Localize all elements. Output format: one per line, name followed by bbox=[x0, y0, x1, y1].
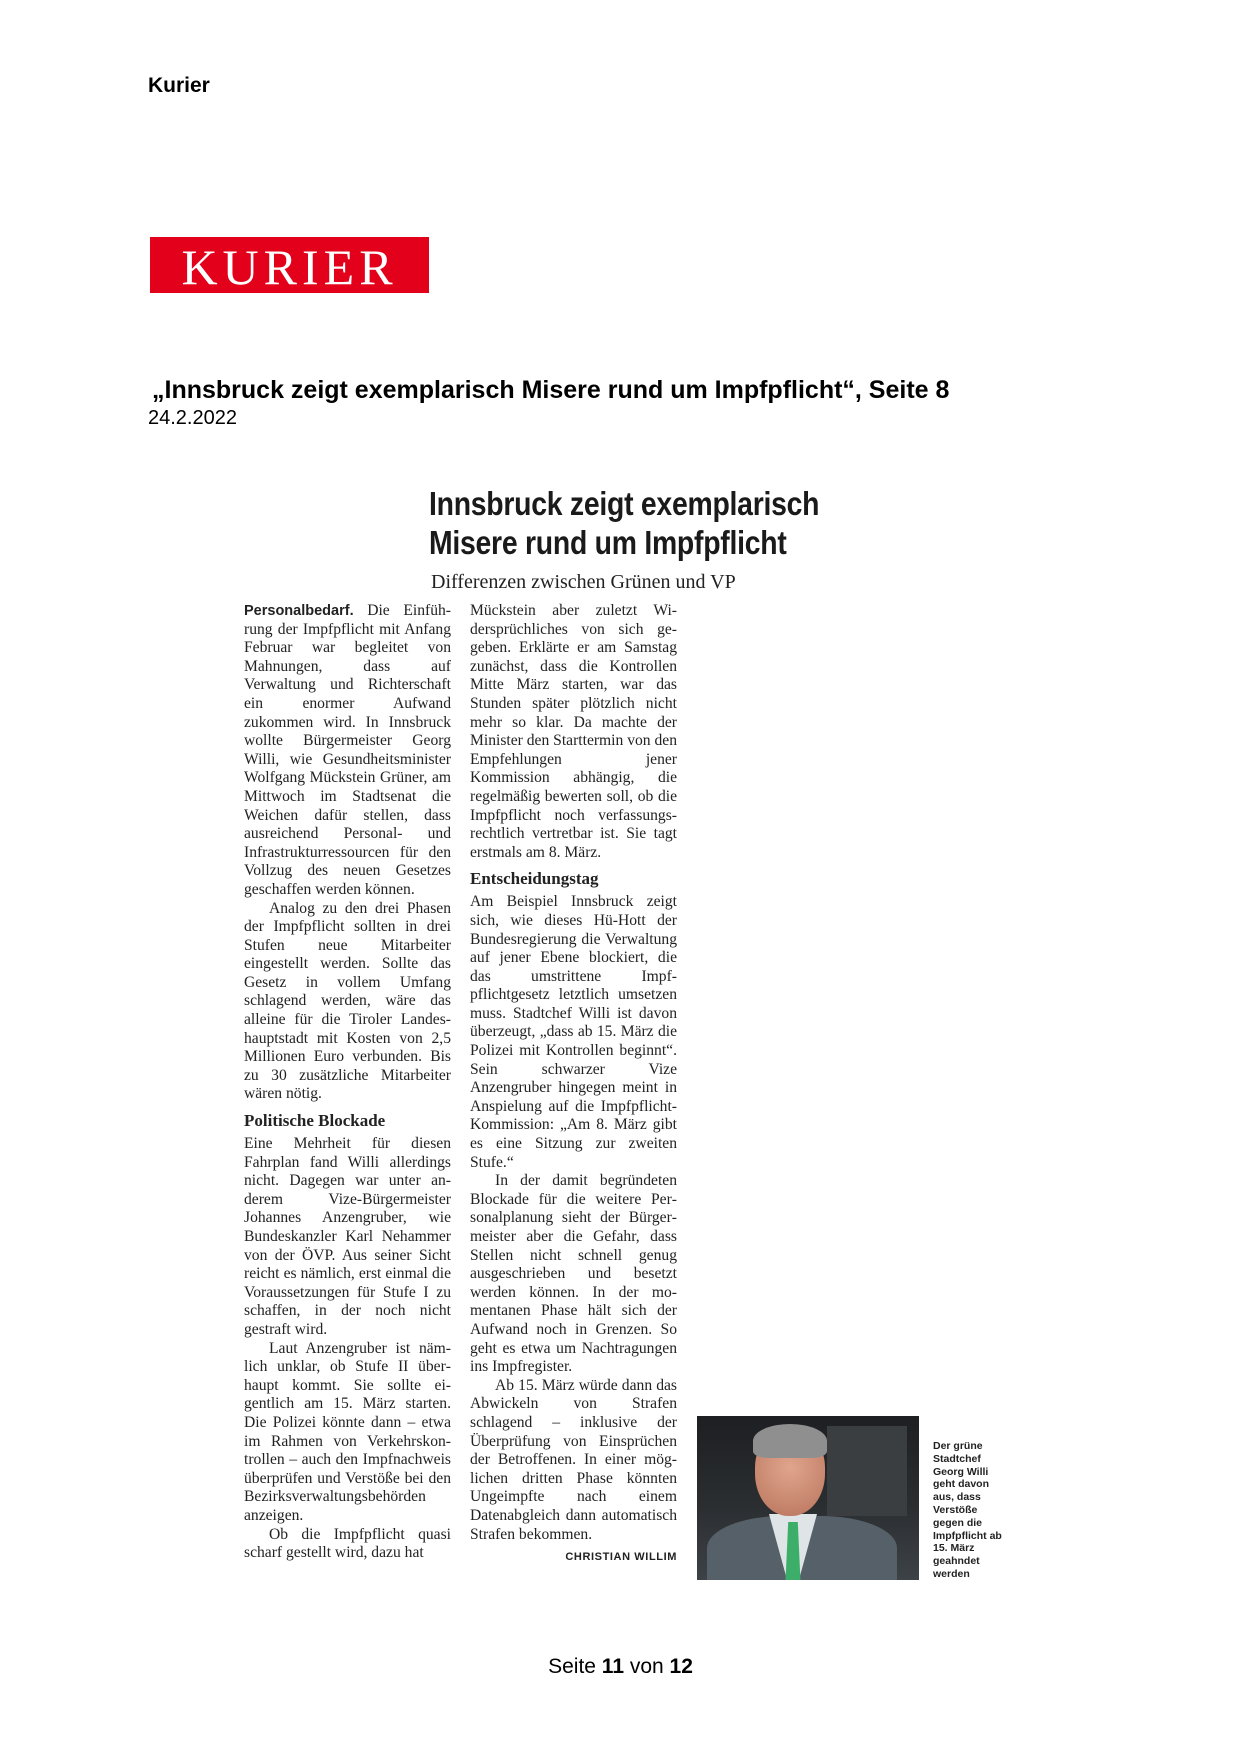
paragraph: In der damit begründeten Blockade für die weitere Personalplanung sieht der Bürgermeister aber die Gefahr, dass Stellen nicht schnell genug ausgeschrieben und besetzt werden können. In der momentanen Phase hält sich der Aufwand noch in Grenzen. So geht es etwa um Nachtragungen ins Impfregister. bbox=[470, 1172, 677, 1376]
article-headline bbox=[429, 484, 819, 562]
photo-hair bbox=[753, 1424, 827, 1458]
current-page: 11 bbox=[601, 1655, 624, 1678]
source-label: Kurier bbox=[148, 74, 210, 97]
page-separator: von bbox=[624, 1655, 670, 1678]
page-number bbox=[0, 1655, 1241, 1679]
logo-text: KURIER bbox=[181, 239, 398, 295]
headline-line-2: Misere rund um Impfpflicht bbox=[429, 524, 787, 561]
article-column-1 bbox=[244, 602, 451, 1563]
paragraph: Ob die Impfpflicht quasi scharf gestellt wird, dazu hat bbox=[244, 1525, 451, 1562]
section-heading: Politische Blockade bbox=[244, 1111, 386, 1131]
section-heading: Entscheidungstag bbox=[470, 869, 599, 889]
page-prefix: Seite bbox=[548, 1655, 602, 1678]
lead-label: Personalbedarf. bbox=[244, 603, 354, 619]
photo-background bbox=[827, 1426, 907, 1516]
paragraph-text: Die Einführung der Impfpflicht mit Anfang Februar war begleitet von Mahnungen, dass auf Verwaltung und Richterschaft ein enormer Aufwand zukommen wird. In Innsbruck wollte Bürgermeister Georg Willi, wie Gesundheitsminister Wolfgang Mückstein Grüner, am Mittwoch im Stadtsenat die Weichen dafür stellen, dass ausreichend Personal- und Infrastrukturressourcen für den Vollzug des neuen Gesetzes geschaffen werden können. bbox=[244, 602, 451, 898]
paragraph: Laut Anzengruber ist nämlich unklar, ob Stufe II überhaupt kommt. Sie sollte eigentlich am 15. März starten. Die Polizei könnte dann – etwa im Rahmen von Verkehrskontrollen – auch den Impfnachweis überprüfen und Verstöße bei den Bezirksverwaltungsbehörden anzeigen. bbox=[244, 1339, 451, 1524]
document-title: „Innsbruck zeigt exemplarisch Misere rund um Impfpflicht“, Seite 8 bbox=[152, 376, 950, 404]
paragraph: Mückstein aber zuletzt Widersprüchliches von sich gegeben. Erklärte er am Samstag zunächst, dass die Kontrollen Mitte März starten, war das Stunden später plötzlich nicht mehr so klar. Da machte der Minister den Starttermin von den Empfehlungen jener Kommission abhängig, die regelmäßig bewerten soll, ob die Impfpflicht noch verfassungsrechtlich vertretbar ist. Sie tagt erstmals am 8. März. bbox=[470, 602, 678, 861]
document-date: 24.2.2022 bbox=[148, 407, 237, 429]
paragraph: Am Beispiel Innsbruck zeigt sich, wie dieses Hü-Hott der Bundesregierung die Verwaltung auf jener Ebene blockiert, die das umstrittene Impfpflichtgesetz letztlich umsetzen muss. Stadtchef Willi ist davon überzeugt, „dass ab 15. März die Polizei mit Kontrollen beginnt“. Sein schwarzer Vize Anzengruber hingegen meint in Anspielung auf die Impfpflicht-Kommission: „Am 8. März gibt es eine Sitzung zur zweiten Stufe.“ bbox=[470, 893, 677, 1171]
kurier-logo bbox=[150, 237, 429, 293]
paragraph: Eine Mehrheit für diesen Fahrplan fand Willi allerdings nicht. Dagegen war unter anderem Vize-Bürgermeister Johannes Anzengruber, wie Bundeskanzler Karl Nehammer von der ÖVP. Aus seiner Sicht reicht es nämlich, erst einmal die Voraussetzungen für Stufe I zu schaffen, in der noch nicht gestraft wird. bbox=[244, 1135, 451, 1338]
article-subheadline: Differenzen zwischen Grünen und VP bbox=[431, 571, 736, 593]
paragraph bbox=[244, 602, 451, 900]
article-column-2 bbox=[470, 602, 677, 1567]
paragraph: Analog zu den drei Phasen der Impfpflicht sollten in drei Stufen neue Mitarbeiter eingestellt werden. Sollte das Gesetz in vollem Umfang schlagend werden, wäre das alleine für die Tiroler Landeshauptstadt mit Kosten von 2,5 Millionen Euro verbunden. Bis zu 30 zusätzliche Mitarbeiter wären nötig. bbox=[244, 899, 451, 1103]
headline-line-1: Innsbruck zeigt exemplarisch bbox=[429, 485, 820, 522]
paragraph: Ab 15. März würde dann das Abwickeln von Strafen schlagend – inklusive der Überprüfung von Einsprüchen der Betroffenen. In einer möglichen dritten Phase könnten Ungeimpfte nach einem Datenabgleich dann automatisch Strafen bekommen. bbox=[470, 1376, 677, 1543]
photo-caption: Der grüne Stadtchef Georg Willi geht davon aus, dass Verstöße gegen die Impfpflicht ab 15. März geahndet werden bbox=[933, 1440, 1002, 1580]
total-pages: 12 bbox=[669, 1655, 693, 1678]
portrait-photo bbox=[697, 1416, 919, 1580]
author-byline: CHRISTIAN WILLIM bbox=[565, 1551, 677, 1564]
